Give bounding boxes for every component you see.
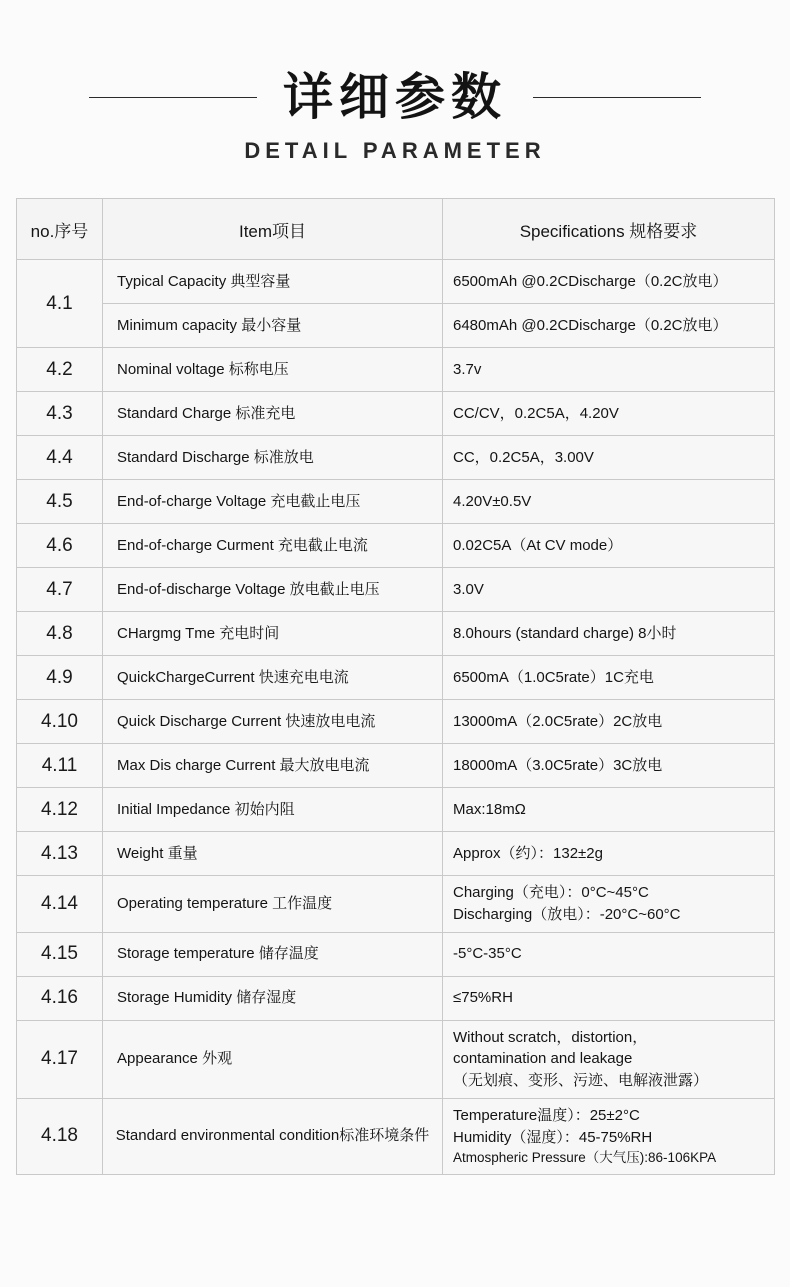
title-row <box>0 68 790 126</box>
cell-no: 4.1 <box>17 260 103 348</box>
table-row <box>17 524 775 568</box>
item-line: Storage Humidity 储存湿度 <box>117 989 297 1007</box>
spec-line: Atmospheric Pressure（大气压):86-106KPA <box>453 1150 717 1166</box>
cell-spec <box>443 436 775 480</box>
cell-item <box>103 1020 443 1098</box>
cell-no: 4.13 <box>17 832 103 876</box>
cell-no: 4.6 <box>17 524 103 568</box>
cell-spec <box>443 832 775 876</box>
spec-line: 3.0V <box>453 580 484 598</box>
item-line: Initial Impedance 初始内阻 <box>117 800 295 818</box>
column-header-no: no.序号 <box>17 199 103 260</box>
spec-table-head <box>17 199 775 260</box>
table-row <box>17 304 775 348</box>
item-line: End-of-discharge Voltage 放电截止电压 <box>117 580 380 598</box>
item-line: Typical Capacity 典型容量 <box>117 272 291 290</box>
cell-spec <box>443 788 775 832</box>
cell-item <box>103 348 443 392</box>
item-line: Weight 重量 <box>117 844 198 862</box>
spec-table-wrap <box>16 198 774 1175</box>
item-line: Storage temperature 储存温度 <box>117 945 319 963</box>
item-line: Quick Discharge Current 快速放电电流 <box>117 712 376 730</box>
table-row <box>17 1098 775 1174</box>
spec-line: CC/CV，0.2C5A，4.20V <box>453 404 619 422</box>
cell-no: 4.12 <box>17 788 103 832</box>
item-line: End-of-charge Curment 充电截止电流 <box>117 536 368 554</box>
table-row <box>17 976 775 1020</box>
table-row <box>17 392 775 436</box>
cell-item <box>103 832 443 876</box>
cell-no: 4.18 <box>17 1098 103 1174</box>
cell-no: 4.9 <box>17 656 103 700</box>
cell-item <box>103 788 443 832</box>
cell-item <box>103 480 443 524</box>
item-line: Nominal voltage 标称电压 <box>117 360 289 378</box>
cell-spec <box>443 1020 775 1098</box>
cell-item <box>103 260 443 304</box>
item-line: CHargmg Tme 充电时间 <box>117 624 280 642</box>
spec-line: 6480mAh @0.2CDischarge（0.2C放电） <box>453 316 728 334</box>
spec-line: CC，0.2C5A，3.00V <box>453 448 594 466</box>
cell-item <box>103 436 443 480</box>
cell-spec <box>443 656 775 700</box>
spec-line: Charging（充电）：0°C~45°C <box>453 884 649 901</box>
cell-no: 4.7 <box>17 568 103 612</box>
table-row <box>17 744 775 788</box>
cell-no: 4.8 <box>17 612 103 656</box>
spec-line: ≤75%RH <box>453 989 513 1007</box>
cell-item <box>103 876 443 933</box>
table-row <box>17 348 775 392</box>
spec-line: -5°C-35°C <box>453 945 522 963</box>
cell-no: 4.15 <box>17 932 103 976</box>
cell-spec <box>443 524 775 568</box>
cell-no: 4.2 <box>17 348 103 392</box>
table-row <box>17 932 775 976</box>
cell-spec <box>443 744 775 788</box>
cell-item <box>103 612 443 656</box>
cell-item <box>103 524 443 568</box>
spec-line: Temperature温度）：25±2°C <box>453 1106 640 1124</box>
cell-spec <box>443 392 775 436</box>
cell-item <box>103 656 443 700</box>
spec-line: Max:18mΩ <box>453 800 526 818</box>
spec-table <box>16 198 775 1175</box>
cell-spec <box>443 568 775 612</box>
page-header <box>0 0 790 164</box>
page-subtitle: DETAIL PARAMETER <box>244 138 546 163</box>
spec-line: Approx（约）：132±2g <box>453 844 603 862</box>
spec-line: contamination and leakage <box>453 1050 633 1068</box>
item-line: Operating temperature 工作温度 <box>117 894 333 912</box>
item-line: Standard environmental condition <box>115 1127 340 1145</box>
table-row <box>17 568 775 612</box>
spec-line: 13000mA（2.0C5rate）2C放电 <box>453 712 663 730</box>
column-header-spec: Specifications 规格要求 <box>443 199 775 260</box>
item-line: QuickChargeCurrent 快速充电电流 <box>117 668 349 686</box>
cell-spec <box>443 480 775 524</box>
spec-line: 6500mAh @0.2CDischarge（0.2C放电） <box>453 272 728 290</box>
title-rule-right <box>533 97 701 98</box>
cell-no: 4.10 <box>17 700 103 744</box>
column-header-item: Item项目 <box>103 199 443 260</box>
page-title: 详细参数 <box>283 68 507 126</box>
table-row <box>17 700 775 744</box>
cell-item <box>103 568 443 612</box>
cell-no: 4.11 <box>17 744 103 788</box>
cell-no: 4.16 <box>17 976 103 1020</box>
cell-no: 4.3 <box>17 392 103 436</box>
table-row <box>17 832 775 876</box>
spec-line: 0.02C5A（At CV mode） <box>453 536 623 554</box>
item-line: Max Dis charge Current 最大放电电流 <box>117 756 370 774</box>
cell-spec <box>443 348 775 392</box>
table-header-row <box>17 199 775 260</box>
cell-item <box>103 700 443 744</box>
title-rule-left <box>89 97 257 98</box>
cell-item <box>103 392 443 436</box>
cell-spec <box>443 1098 775 1174</box>
table-row <box>17 436 775 480</box>
cell-spec <box>443 932 775 976</box>
cell-item <box>103 744 443 788</box>
table-row <box>17 1020 775 1098</box>
table-row <box>17 788 775 832</box>
cell-no: 4.5 <box>17 480 103 524</box>
cell-spec <box>443 700 775 744</box>
item-line: Appearance 外观 <box>117 1050 233 1068</box>
cell-no: 4.4 <box>17 436 103 480</box>
item-line: Minimum capacity 最小容量 <box>117 316 302 334</box>
item-line: End-of-charge Voltage 充电截止电压 <box>117 492 361 510</box>
cell-item <box>103 1098 443 1174</box>
table-row <box>17 260 775 304</box>
cell-spec <box>443 260 775 304</box>
cell-no: 4.14 <box>17 876 103 933</box>
cell-spec <box>443 976 775 1020</box>
cell-item <box>103 976 443 1020</box>
spec-line: Without scratch，distortion， <box>453 1028 648 1046</box>
table-row <box>17 876 775 933</box>
item-line: Standard Discharge 标准放电 <box>117 448 314 466</box>
cell-spec <box>443 876 775 933</box>
cell-item <box>103 932 443 976</box>
spec-table-body <box>17 260 775 1175</box>
cell-spec <box>443 612 775 656</box>
table-row <box>17 480 775 524</box>
spec-line: Discharging（放电）：-20°C~60°C <box>453 905 681 923</box>
spec-line: 8.0hours (standard charge) 8小时 <box>453 624 677 642</box>
item-line: Standard Charge 标准充电 <box>117 404 296 422</box>
table-row <box>17 656 775 700</box>
spec-line: Humidity（湿度）：45-75%RH <box>453 1128 653 1146</box>
spec-line: 3.7v <box>453 360 482 378</box>
cell-item <box>103 304 443 348</box>
cell-no: 4.17 <box>17 1020 103 1098</box>
spec-line: 6500mA（1.0C5rate）1C充电 <box>453 668 654 686</box>
cell-spec <box>443 304 775 348</box>
spec-line: 18000mA（3.0C5rate）3C放电 <box>453 756 663 774</box>
item-line: 标准环境条件 <box>339 1127 430 1145</box>
spec-line: 4.20V±0.5V <box>453 492 532 510</box>
spec-line: （无划痕、变形、污迹、电解液泄露） <box>453 1072 709 1089</box>
table-row <box>17 612 775 656</box>
